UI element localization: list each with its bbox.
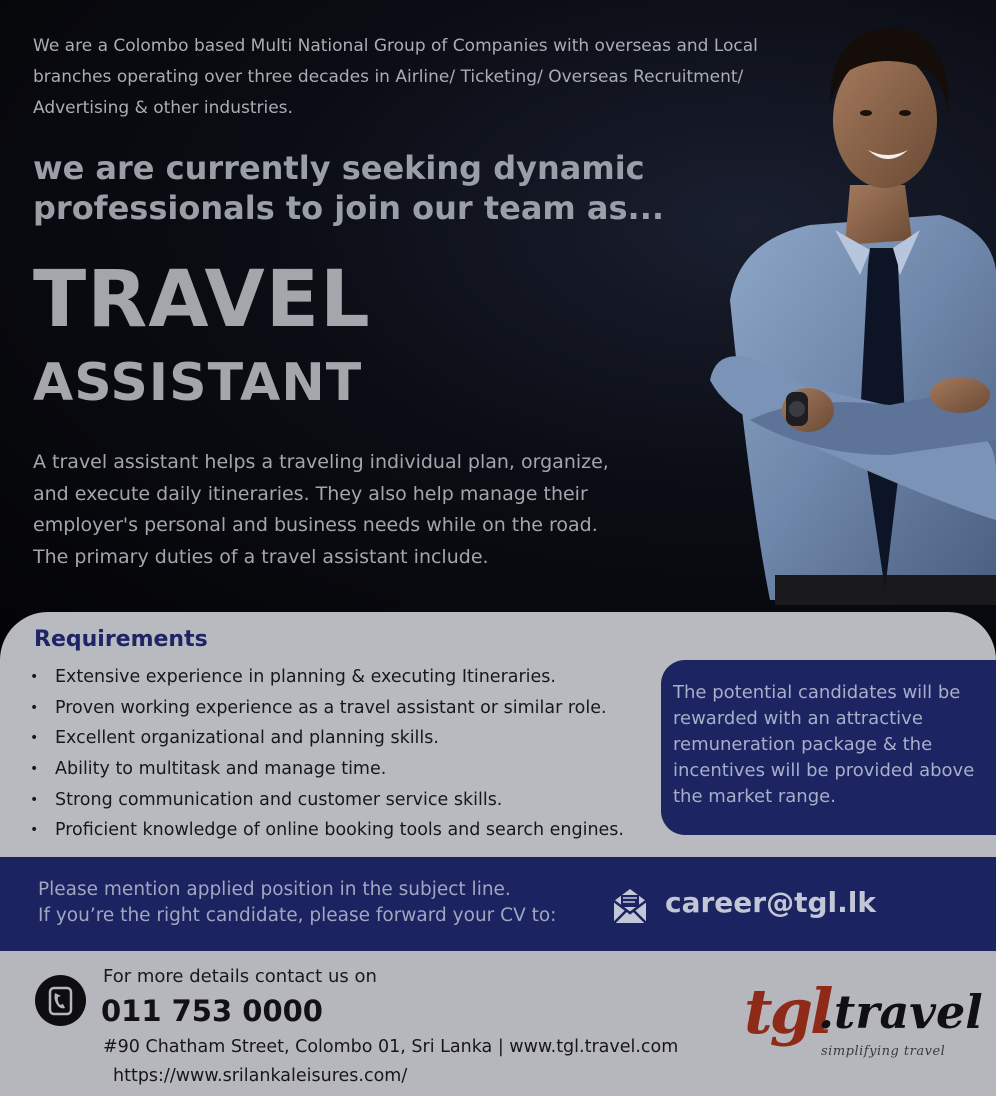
requirement-text: Proven working experience as a travel assistant or similar role. [55,697,607,718]
email-link[interactable]: career@tgl.lk [665,886,876,919]
bullet: • [30,730,39,747]
requirement-text: Excellent organizational and planning skills. [55,728,439,749]
bullet: • [30,699,39,716]
bullet: • [30,669,39,686]
reward-line: the market range. [673,786,836,807]
list-item [30,662,624,693]
bullet: • [30,791,39,808]
job-title-main: TRAVEL [33,255,371,345]
website-link[interactable]: https://www.srilankaleisures.com/ [113,1066,408,1086]
logo-tagline: simplifying travel [821,1044,946,1059]
seeking-heading [33,148,673,228]
requirements-heading: Requirements [34,627,208,652]
requirement-text: Ability to multitask and manage time. [55,759,387,780]
description-line: and execute daily itineraries. They also help manage their [33,482,588,505]
apply-line: Please mention applied position in the subject line. [38,879,511,900]
intro-line: branches operating over three decades in Airline/ Ticketing/ Overseas Recruitment/ [33,67,744,87]
intro-line: We are a Colombo based Multi National Group of Companies with overseas and Local [33,36,758,56]
bullet: • [30,761,39,778]
requirements-list [30,662,624,846]
contact-label: For more details contact us on [103,966,377,987]
intro-line: Advertising & other industries. [33,98,293,118]
reward-box [661,660,996,835]
phone-number[interactable]: 011 753 0000 [101,994,323,1028]
list-item [30,754,624,785]
list-item [30,723,624,754]
apply-instructions [38,877,556,929]
address-text: #90 Chatham Street, Colombo 01, Sri Lanka | www.tgl.travel.com [103,1037,679,1057]
description-line: employer's personal and business needs while on the road. [33,514,598,536]
requirement-text: Strong communication and customer service skills. [55,789,503,810]
list-item [30,815,624,846]
seeking-line: we are currently seeking dynamic [33,149,645,187]
description-line: The primary duties of a travel assistant include. [33,545,489,568]
reward-line: rewarded with an attractive [673,708,923,729]
job-title-sub: ASSISTANT [33,353,363,413]
job-description [33,447,673,573]
logo-word: .travel [818,985,983,1039]
reward-line: incentives will be provided above [673,760,975,781]
phone-icon [35,975,86,1026]
list-item [30,784,624,815]
mail-icon [611,886,649,926]
logo-mark: tgl [744,975,831,1048]
list-item [30,693,624,724]
seeking-line: professionals to join our team as... [33,189,665,227]
reward-line: The potential candidates will be [673,682,961,703]
bullet: • [30,822,39,839]
apply-line: If you’re the right candidate, please forward your CV to: [38,905,557,926]
requirement-text: Extensive experience in planning & executing Itineraries. [55,667,556,688]
requirement-text: Proficient knowledge of online booking tools and search engines. [55,820,624,841]
businessman-photo [690,0,996,640]
description-line: A travel assistant helps a traveling individual plan, organize, [33,451,609,473]
reward-line: remuneration package & the [673,734,933,755]
